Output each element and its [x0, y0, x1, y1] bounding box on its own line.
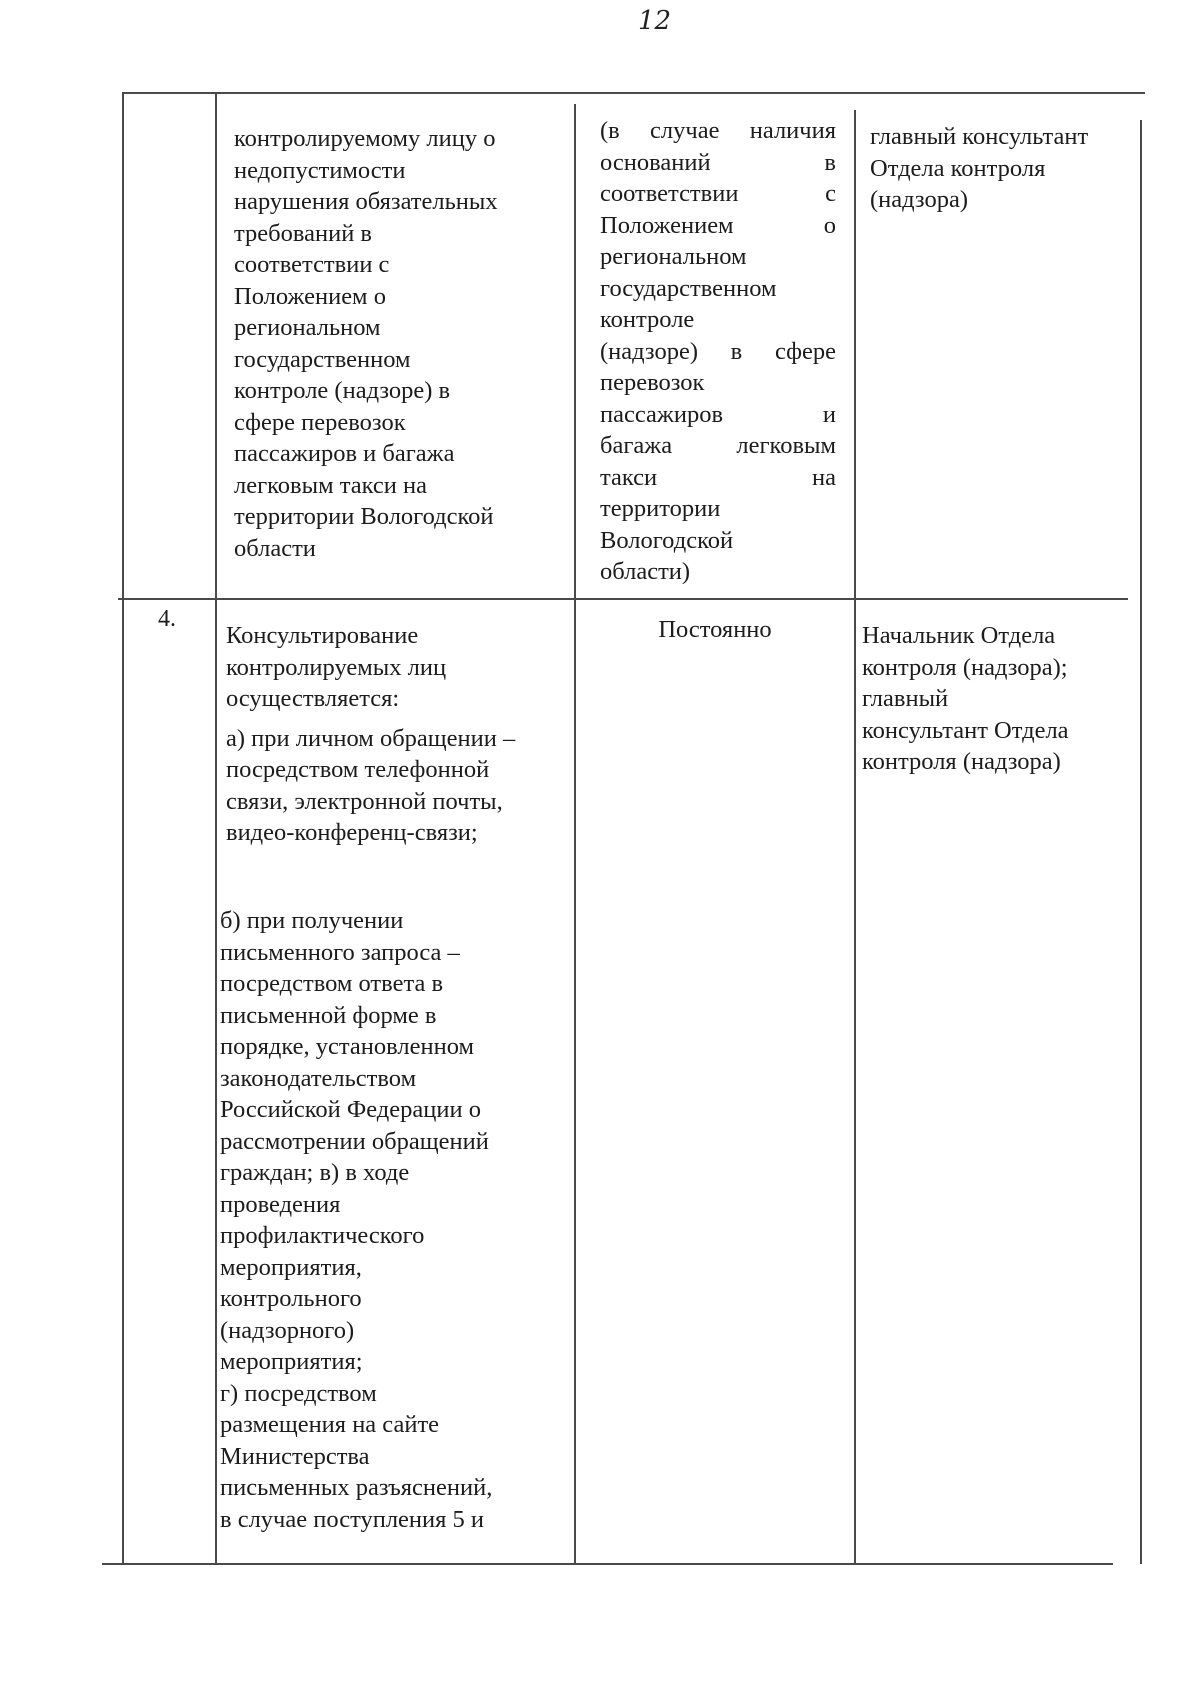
column-divider-3: [854, 110, 856, 1564]
term-line: такси на: [600, 463, 836, 491]
measure-line: недопустимости: [234, 156, 406, 184]
measure-line: Министерства: [220, 1442, 370, 1470]
column-divider-1: [215, 92, 217, 1564]
measure-line: Положением о: [234, 282, 386, 310]
responsible-line: Начальник Отдела: [862, 622, 1056, 649]
measure-line: нарушения обязательных: [234, 188, 498, 215]
measure-line: соответствии с: [234, 251, 390, 278]
term-line: Вологодской: [600, 526, 734, 554]
measure-line: сфере перевозок: [234, 408, 406, 436]
responsible-line: контроля (надзора): [862, 748, 1061, 775]
measure-line: государственном: [234, 345, 411, 373]
measure-line: области: [234, 534, 316, 562]
table-bottom-border: [102, 1563, 1113, 1565]
measure-intro: Консультирование контролируемых лиц осуществляется:: [226, 622, 447, 712]
row2-measure-cell: [226, 620, 556, 857]
term-line: пассажиров и: [600, 400, 836, 428]
table-top-border: [122, 92, 1145, 94]
measure-line: контрольного: [220, 1285, 362, 1312]
measure-line: территории Вологодской: [234, 503, 494, 530]
term-line: региональном: [600, 243, 747, 270]
responsible-text: главный консультант Отдела контроля (надзора): [870, 123, 1089, 213]
measure-line: порядке, установленном: [220, 1033, 474, 1060]
row1-responsible-cell: [870, 121, 1132, 216]
responsible-line: контроля (надзора);: [862, 653, 1068, 681]
term-line: багажа легковым: [600, 432, 836, 459]
measure-line: граждан; в) в ходе: [220, 1159, 410, 1186]
term-line: Положением о: [600, 211, 836, 239]
measure-line: письменных разъяснений,: [220, 1474, 493, 1501]
measure-line: контроле (надзоре) в: [234, 377, 451, 404]
measure-line: мероприятия;: [220, 1348, 363, 1375]
measure-line: в случае поступления 5 и: [220, 1505, 485, 1533]
responsible-line: главный: [862, 685, 949, 712]
measure-line: проведения: [220, 1190, 341, 1218]
term-line: контроле: [600, 306, 695, 333]
measure-line: законодательством: [220, 1064, 417, 1092]
term-line: области): [600, 558, 691, 585]
row1-measure-cell: [234, 123, 564, 564]
row2-responsible-cell: [862, 620, 1134, 778]
measure-line: Российской Федерации о: [220, 1096, 481, 1123]
measure-option-a: а) при личном обращении – посредством телефонной связи, электронной почты, видео-конференц-связи;: [226, 724, 516, 846]
row2-term-cell: Постоянно: [658, 616, 772, 643]
measure-line: размещения на сайте: [220, 1411, 440, 1438]
term-line: (надзоре) в сфере: [600, 337, 836, 365]
measure-line: письменной форме в: [220, 1001, 437, 1029]
term-line: перевозок: [600, 369, 705, 396]
term-line: государственном: [600, 274, 777, 302]
term-line: оснований в: [600, 148, 836, 176]
measure-line: легковым такси на: [234, 471, 427, 499]
measure-line: контролируемому лицу о: [234, 125, 496, 152]
measure-line: (надзорного): [220, 1316, 355, 1344]
column-divider-2: [574, 104, 576, 1564]
measure-line: требований в: [234, 219, 372, 247]
measure-line: посредством ответа в: [220, 970, 444, 997]
term-line: (в случае наличия: [600, 117, 836, 144]
row2-measure-cell-b: [220, 905, 560, 1535]
responsible-line: консультант Отдела: [862, 716, 1069, 744]
page-number: 12: [638, 6, 672, 36]
table-left-border: [122, 92, 124, 1564]
measure-line: пассажиров и багажа: [234, 440, 455, 467]
row-number: 4.: [158, 606, 176, 632]
measure-line: письменного запроса –: [220, 938, 460, 966]
row1-term-cell: [600, 115, 836, 588]
row-divider: [118, 598, 1128, 600]
term-line: территории: [600, 495, 721, 522]
term-line: соответствии с: [600, 180, 836, 207]
measure-line: региональном: [234, 314, 381, 341]
measure-line: б) при получении: [220, 907, 404, 934]
measure-line: профилактического: [220, 1222, 425, 1249]
measure-line: г) посредством: [220, 1379, 377, 1407]
measure-line: рассмотрении обращений: [220, 1127, 489, 1155]
measure-line: мероприятия,: [220, 1253, 362, 1281]
table-right-border: [1140, 120, 1142, 1564]
